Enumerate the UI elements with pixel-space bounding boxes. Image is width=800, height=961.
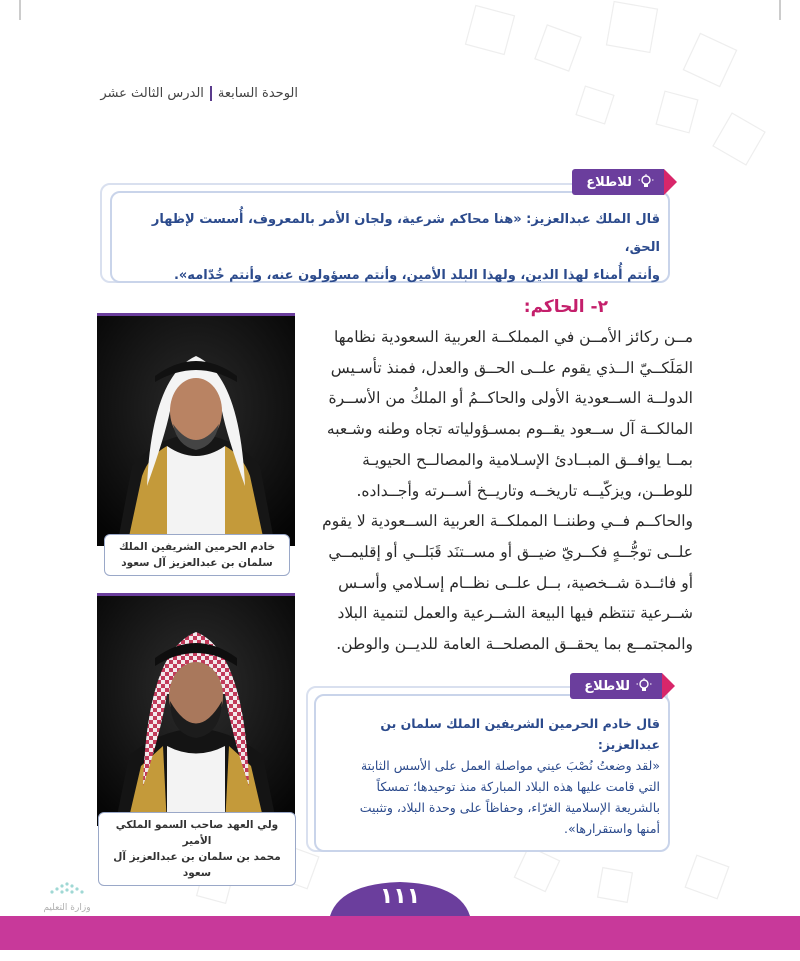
king-salman-caption [104,534,290,576]
body-line: أو فائــدة شــخصية، بــل علــى نظــام إسـلامي وأسـس [338,573,693,592]
info-box-1-line: وأنتم أُمناء لهذا الدين، ولهذا البلد الأمين، وأنتم مسؤولون عنه، وأنتم خُدّامه». [173,268,660,283]
info-box-2-tag [570,673,662,699]
info-box-2-tag-label: للاطلاع [584,678,630,694]
caption-line: خادم الحرمين الشريفين الملك [118,541,276,553]
page-header [100,86,298,101]
quote-line: التي قامت عليها هذه البلاد المباركة منذ توحيدها؛ تمسكاً [376,779,660,794]
info-box-1-tag [572,169,664,195]
lightbulb-icon [638,174,654,190]
unit-label: الوحدة السابعة [217,86,298,101]
info-box-1-line: قال الملك عبدالعزيز: «هنا محاكم شرعية، ولجان الأمر بالمعروف، أُسست لإظهار الحق، [151,212,660,255]
king-salman-photo [97,313,295,546]
body-line: للوطــن، ويزكّيــه تاريخــه وتاريــخ أســرته وأجــداده. [356,481,693,500]
info-box-2-text [320,713,660,839]
section-body [300,322,693,660]
body-line: المالكــة آل ســعود يقــوم بمسـؤولياته تجاه وطنه وشـعبه [326,420,693,439]
caption-line: سلمان بن عبدالعزيز آل سعود [121,557,273,569]
tag-arrow [664,169,677,195]
body-line: شــرعية تنتظم فيها البيعة الشــرعية والعمل لتنمية البلاد [337,604,693,623]
body-line: والمجتمــع بما يحقــق المصلحــة العامة للديــن والوطن. [336,635,693,654]
lesson-label: الدرس الثالث عشر [100,86,204,101]
info-box-1-tag-label: للاطلاع [586,174,632,190]
section-title: ٢- الحاكم: [523,297,608,317]
logo-text: وزارة التعليم [43,903,91,913]
caption-line: ولي العهد صاحب السمو الملكي الأمير [115,819,279,847]
page-number: ١١١ [379,884,421,909]
lightbulb-icon [636,678,652,694]
quote-heading: قال خادم الحرمين الشريفين الملك سلمان بن عبدالعزيز: [380,716,660,752]
caption-line: محمد بن سلمان بن عبدالعزيز آل سعود [113,851,281,879]
crown-prince-photo [97,593,295,826]
body-line: مــن ركائز الأمــن في المملكــة العربية السعودية نظامها [334,328,693,346]
tag-arrow [662,673,675,699]
info-box-1-text [132,206,660,290]
body-line: علــى توجُّــهٍ فكــريّ ضيــق أو مســتنَد قَبَلــي أو إقليمــي [328,542,693,561]
ministry-logo [12,876,122,916]
quote-line: أمنها واستقرارها». [564,821,660,836]
body-line: المَلَكــيّ الــذي يقوم علــى الحــق والعدل، فمنذ تأسـيس [330,358,693,377]
quote-line: بالشريعة الإسلامية الغرّاء، وحفاظاً على وحدة البلاد، وتثبيت [359,800,660,815]
body-line: والحاكــم فــي وطننــا المملكــة العربية الســعودية لا يقوم [322,512,693,531]
body-line: الدولــة الســعودية الأولى والحاكــمُ أو الملكُ من الأســرة [328,389,693,408]
quote-line: «لقد وضعتُ نُصْبَ عيني مواصلة العمل على الأسس الثابتة [360,758,660,773]
header-separator [210,86,212,101]
body-line: بمــا يوافــق المبــادئ الإسـلامية والمصالــح الحيويـة [362,450,693,469]
crown-prince-caption [98,812,296,886]
